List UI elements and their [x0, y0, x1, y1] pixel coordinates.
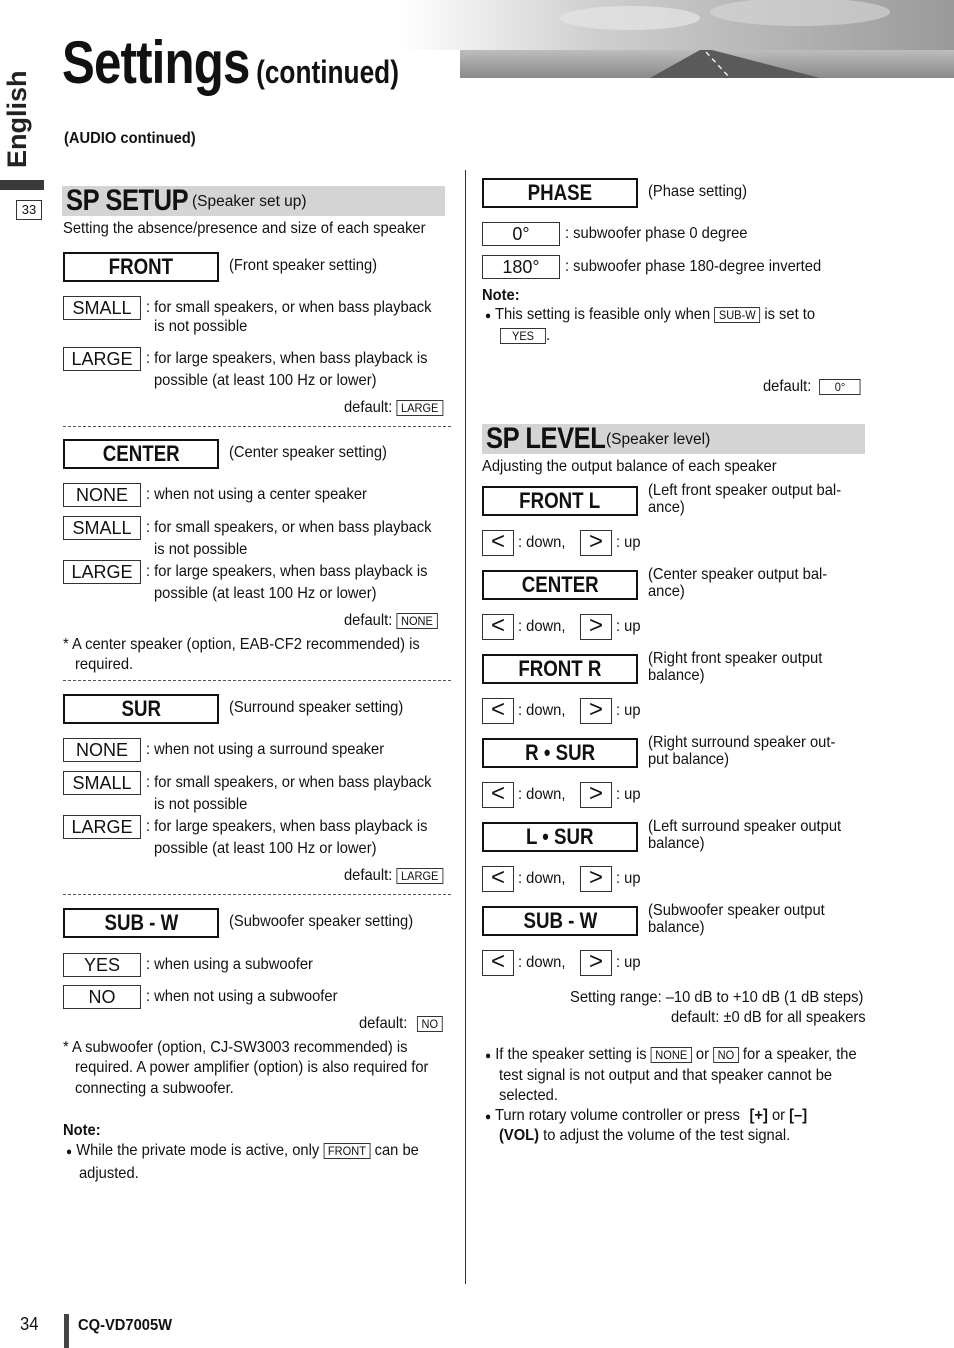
sp-level-description: Adjusting the output balance of each speaker: [482, 458, 777, 475]
phase-0-desc: : subwoofer phase 0 degree: [565, 225, 748, 242]
front-setting-label: FRONT: [63, 252, 219, 282]
center-option-large: LARGE: [63, 560, 141, 584]
sp-setup-subtitle: (Speaker set up): [192, 193, 307, 210]
phase-setting-label: PHASE: [482, 178, 638, 208]
up-text: : up: [616, 618, 641, 635]
sp-level-item-desc: (Left front speaker output bal-: [648, 482, 842, 499]
sp-level-item-label: R • SUR: [482, 738, 638, 768]
front-option-small: SMALL: [63, 296, 141, 320]
front-small-desc-2: is not possible: [154, 318, 248, 335]
subw-setting-label: SUB - W: [63, 908, 219, 938]
down-text: : down,: [518, 870, 566, 887]
down-text: : down,: [518, 702, 566, 719]
subw-setting-desc: (Subwoofer speaker setting): [229, 913, 414, 930]
right-arrow-icon: >: [580, 530, 612, 556]
sp-level-item-label: FRONT R: [482, 654, 638, 684]
sp-level-bullet1-l3: selected.: [499, 1087, 558, 1104]
bullet-icon: ●: [485, 310, 492, 322]
front-setting-desc: (Front speaker setting): [229, 257, 378, 274]
center-large-desc: : for large speakers, when bass playback is: [146, 563, 428, 580]
page-title-main: Settings: [62, 29, 250, 96]
sp-setup-description: Setting the absence/presence and size of each speaker: [63, 220, 426, 237]
subw-note-2: required. A power amplifier (option) is also required for: [75, 1059, 429, 1076]
sur-default-value: LARGE: [396, 868, 443, 884]
left-arrow-icon: <: [482, 866, 514, 892]
phase-note-heading: Note:: [482, 287, 520, 304]
sp-level-item-desc-2: balance): [648, 919, 705, 936]
sp-level-bullet1: ● If the speaker setting is NONE or NO for a speaker, the: [485, 1046, 857, 1063]
center-default: default: NONE: [344, 611, 437, 631]
sp-level-item-label: FRONT L: [482, 486, 638, 516]
sp-setup-header: [62, 186, 445, 216]
no-inline-box: NO: [713, 1047, 739, 1063]
right-arrow-icon: >: [580, 782, 612, 808]
page-tab-number: 33: [16, 200, 42, 220]
subw-inline-box: SUB-W: [714, 307, 760, 323]
road-banner-image: [400, 0, 954, 78]
bullet-icon: ●: [485, 1111, 492, 1123]
phase-note-line2: YES .: [500, 326, 550, 346]
left-arrow-icon: <: [482, 782, 514, 808]
sp-level-subtitle: (Speaker level): [606, 431, 711, 448]
front-default-value: LARGE: [396, 400, 443, 416]
page-number: 34: [20, 1314, 39, 1334]
center-none-desc: : when not using a center speaker: [146, 486, 367, 503]
column-divider: [465, 170, 466, 1284]
left-note-line1: ● While the private mode is active, only FRONT can be: [66, 1142, 419, 1159]
up-text: : up: [616, 870, 641, 887]
down-text: : down,: [518, 954, 566, 971]
left-arrow-icon: <: [482, 950, 514, 976]
yes-inline-box: YES: [500, 328, 546, 344]
center-note: * A center speaker (option, EAB-CF2 recommended) is: [63, 636, 420, 653]
center-note-2: required.: [75, 656, 134, 673]
sur-large-desc: : for large speakers, when bass playback is: [146, 818, 428, 835]
sp-level-item-desc-2: ance): [648, 583, 685, 600]
sur-setting-label: SUR: [63, 694, 219, 724]
sur-option-small: SMALL: [63, 771, 141, 795]
sp-level-bullet2: ● Turn rotary volume controller or press [+] or [–]: [485, 1107, 808, 1124]
center-option-none: NONE: [63, 483, 141, 507]
center-default-value: NONE: [396, 613, 437, 629]
sur-option-large: LARGE: [63, 815, 141, 839]
left-note-heading: Note:: [63, 1122, 101, 1139]
phase-default: default: 0°: [763, 377, 861, 397]
sp-level-item-desc: (Center speaker output bal-: [648, 566, 828, 583]
divider: [63, 894, 451, 895]
front-option-large: LARGE: [63, 347, 141, 371]
sp-level-bullet2-l2: (VOL) to adjust the volume of the test signal.: [499, 1127, 791, 1144]
sp-level-range: Setting range: –10 dB to +10 dB (1 dB steps): [570, 989, 864, 1006]
sp-setup-title: SP SETUP: [66, 184, 189, 217]
up-text: : up: [616, 702, 641, 719]
subw-yes-desc: : when using a subwoofer: [146, 956, 313, 973]
sur-option-none: NONE: [63, 738, 141, 762]
sp-level-item-desc-2: balance): [648, 835, 705, 852]
divider: [63, 426, 451, 427]
center-large-desc-2: possible (at least 100 Hz or lower): [154, 585, 377, 602]
subw-option-no: NO: [63, 985, 141, 1009]
subw-default: default: NO: [359, 1014, 443, 1034]
sur-setting-desc: (Surround speaker setting): [229, 699, 404, 716]
sp-level-item-desc: (Right surround speaker out-: [648, 734, 836, 751]
sp-level-bullet1-l2: test signal is not output and that speaker cannot be: [499, 1067, 833, 1084]
language-tab-bar: [0, 180, 44, 190]
phase-default-value: 0°: [819, 379, 861, 395]
phase-180-desc: : subwoofer phase 180-degree inverted: [565, 258, 822, 275]
phase-option-180: 180°: [482, 255, 560, 279]
right-arrow-icon: >: [580, 950, 612, 976]
sp-level-item-label: CENTER: [482, 570, 638, 600]
center-small-desc: : for small speakers, or when bass playback: [146, 519, 432, 536]
phase-option-0: 0°: [482, 222, 560, 246]
right-arrow-icon: >: [580, 698, 612, 724]
left-arrow-icon: <: [482, 614, 514, 640]
subw-no-desc: : when not using a subwoofer: [146, 988, 338, 1005]
phase-setting-desc: (Phase setting): [648, 183, 748, 200]
center-setting-desc: (Center speaker setting): [229, 444, 387, 461]
model-name: CQ-VD7005W: [78, 1317, 173, 1334]
down-text: : down,: [518, 786, 566, 803]
center-option-small: SMALL: [63, 516, 141, 540]
divider: [63, 680, 451, 681]
none-inline-box: NONE: [651, 1047, 692, 1063]
front-inline-box: FRONT: [323, 1143, 370, 1159]
sp-level-item-desc: (Left surround speaker output: [648, 818, 842, 835]
footer-bar: [64, 1314, 69, 1348]
up-text: : up: [616, 534, 641, 551]
sur-default: default: LARGE: [344, 866, 443, 886]
page-title-continued: (continued): [256, 54, 399, 90]
subw-default-value: NO: [417, 1016, 443, 1032]
down-text: : down,: [518, 534, 566, 551]
phase-note-line1: ● This setting is feasible only when SUB-W is set to: [485, 306, 816, 323]
sur-small-desc-2: is not possible: [154, 796, 248, 813]
sur-large-desc-2: possible (at least 100 Hz or lower): [154, 840, 377, 857]
sp-level-default: default: ±0 dB for all speakers: [671, 1009, 866, 1026]
subw-note-3: connecting a subwoofer.: [75, 1080, 234, 1097]
left-arrow-icon: <: [482, 530, 514, 556]
page-title: [62, 28, 399, 97]
front-large-desc: : for large speakers, when bass playback is: [146, 350, 428, 367]
language-tab: English: [2, 70, 32, 168]
front-large-desc-2: possible (at least 100 Hz or lower): [154, 372, 377, 389]
sur-small-desc: : for small speakers, or when bass playback: [146, 774, 432, 791]
subw-note: * A subwoofer (option, CJ-SW3003 recommended) is: [63, 1039, 408, 1056]
sp-level-header: [482, 424, 865, 454]
sp-level-title: SP LEVEL: [486, 422, 606, 455]
left-arrow-icon: <: [482, 698, 514, 724]
center-small-desc-2: is not possible: [154, 541, 248, 558]
right-arrow-icon: >: [580, 866, 612, 892]
sp-level-item-desc: (Right front speaker output: [648, 650, 823, 667]
down-text: : down,: [518, 618, 566, 635]
sp-level-item-desc-2: balance): [648, 667, 705, 684]
sp-level-item-label: L • SUR: [482, 822, 638, 852]
front-small-desc: : for small speakers, or when bass playback: [146, 299, 432, 316]
up-text: : up: [616, 786, 641, 803]
center-setting-label: CENTER: [63, 439, 219, 469]
left-note-line2: adjusted.: [79, 1165, 139, 1182]
bullet-icon: ●: [66, 1146, 73, 1158]
bullet-icon: ●: [485, 1050, 492, 1062]
sp-level-item-label: SUB - W: [482, 906, 638, 936]
sp-level-item-desc-2: ance): [648, 499, 685, 516]
sp-level-item-desc: (Subwoofer speaker output: [648, 902, 825, 919]
up-text: : up: [616, 954, 641, 971]
right-arrow-icon: >: [580, 614, 612, 640]
subw-option-yes: YES: [63, 953, 141, 977]
front-default: default: LARGE: [344, 398, 443, 418]
audio-continued-label: (AUDIO continued): [64, 130, 196, 147]
sp-level-item-desc-2: put balance): [648, 751, 730, 768]
sur-none-desc: : when not using a surround speaker: [146, 741, 385, 758]
